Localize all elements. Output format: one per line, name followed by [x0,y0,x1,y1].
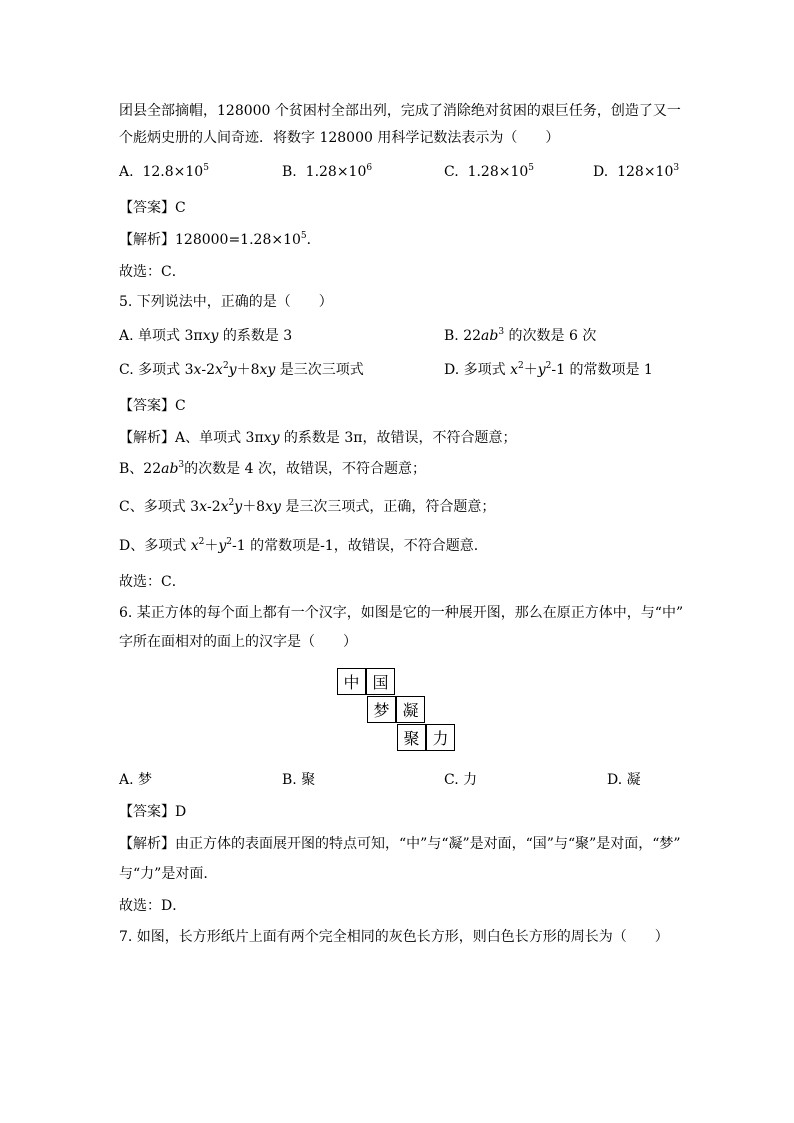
q5-choose: 故选：C． [119,574,186,590]
q6-option-d: D. 凝 [607,772,641,788]
q6-option-b: B. 聚 [282,772,316,788]
q5-option-c: C. 多项式 $3x-2x^2y+8xy$ 是三次三项式 [119,361,364,378]
q6-stem-line1: 6. 某正方体的每个面上都有一个汉字，如图是它的一种展开图，那么在原正方体中，与“中” [119,605,684,621]
net-cell: 力 [426,724,455,751]
net-cell: 梦 [367,696,396,723]
q5-stem: 5. 下列说法中，正确的是（ ） [119,294,333,310]
q5-analysis-d: D、多项式 $x^2+y^2-1$ 的常数项是-1，故错误，不符合题意. [119,537,479,554]
q4-option-c: C. $1.28\times 10^5$ [444,163,535,180]
net-cell: 凝 [396,696,425,723]
q4-choose: 故选：C． [119,264,186,280]
q4-option-d: D. $128\times 10^3$ [593,163,680,180]
q6-choose: 故选：D． [119,898,187,914]
q6-option-a: A. 梦 [119,772,153,788]
q4-answer: 【答案】C [119,200,186,216]
q7-stem: 7. 如图，长方形纸片上面有两个完全相同的灰色长方形，则白色长方形的周长为（ ） [119,929,669,945]
q6-answer: 【答案】D [119,804,187,820]
q4-option-b: B. $1.28\times 10^6$ [282,163,373,180]
q5-option-a: A. 单项式 3πxy 的系数是 3 [119,328,293,344]
cube-net-figure [337,668,457,752]
q4-analysis: 【解析】$128000=1.28\times 10^5$． [119,231,321,248]
net-cell: 聚 [397,724,426,751]
q4-stem-line2: 个彪炳史册的人间奇迹．将数字 128000 用科学记数法表示为（ ） [119,130,560,146]
q6-stem-line2: 字所在面相对的面上的汉字是（ ） [119,634,357,650]
q5-analysis-a: 【解析】A、单项式 3πxy 的系数是 3π，故错误，不符合题意； [119,430,517,446]
q4-option-a: A. $12.8\times 10^5$ [119,163,209,180]
q6-analysis-line1: 【解析】由正方体的表面展开图的特点可知，“中”与“凝”是对面，“国”与“聚”是对面，“梦” [119,836,681,852]
q6-option-c: C. 力 [444,772,478,788]
q5-analysis-b: B、$22ab^3$的次数是 4 次，故错误，不符合题意； [119,460,426,477]
q5-analysis-c: C、多项式 $3x-2x^2y+8xy$ 是三次三项式，正确，符合题意； [119,498,496,515]
q5-answer: 【答案】C [119,398,186,414]
q6-analysis-line2: 与“力”是对面. [119,866,208,882]
q5-option-b: B. $22ab^3$ 的次数是 6 次 [444,327,597,344]
q4-stem-line1: 团县全部摘帽，128000 个贫困村全部出列，完成了消除绝对贫困的艰巨任务，创造了又一 [119,103,681,119]
net-cell: 中 [337,668,366,695]
net-cell: 国 [366,668,395,695]
q5-option-d: D. 多项式 $x^2+y^2-1$ 的常数项是 1 [444,361,653,378]
